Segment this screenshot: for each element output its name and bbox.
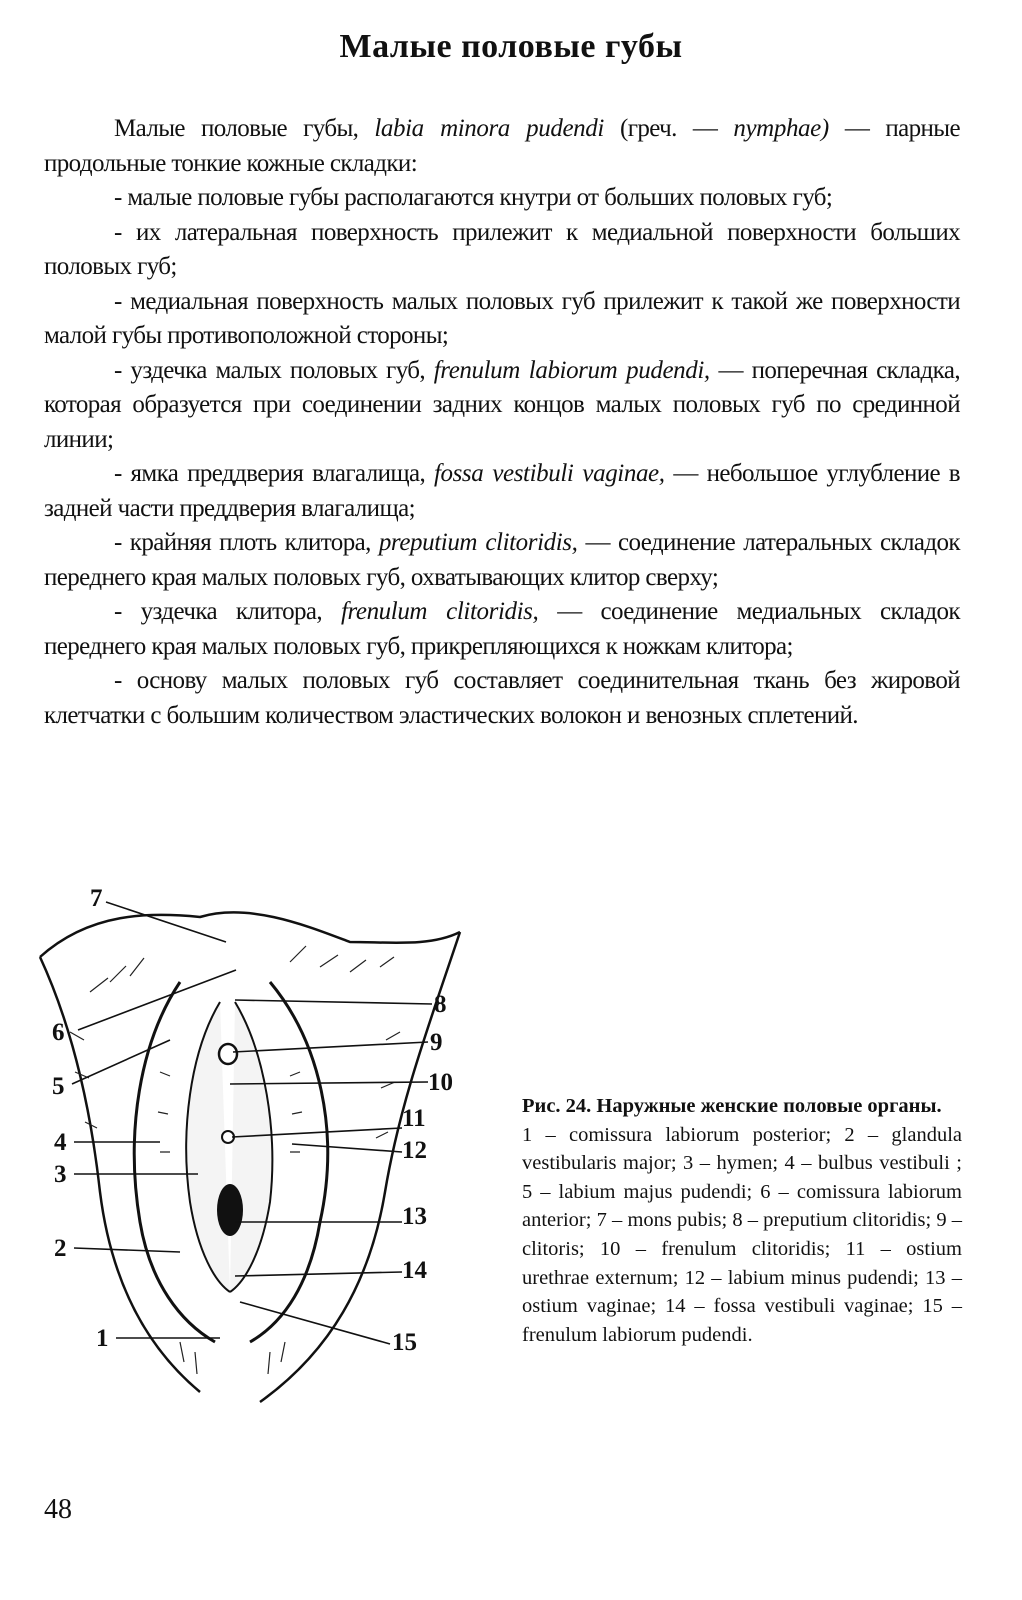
label-14: 14 [402,1257,427,1284]
paragraph-text: - уздечка малых половых губ, [114,356,434,384]
label-12: 12 [402,1137,427,1164]
body-paragraph [44,112,960,181]
page-number: 48 [44,1494,72,1525]
paragraph-text: — парные продольные тонкие кожные складки: [44,115,960,177]
label-10: 10 [428,1069,453,1096]
paragraph-text: (греч. — [603,115,734,142]
caption-heading: Рис. 24. Наружные женские половые органы. [522,1095,942,1117]
body-paragraph [44,457,960,526]
page-title: Малые половые губы [339,28,683,65]
body-text [44,112,960,733]
paragraph-text: — небольшое углубление в задней части преддверия влагалища; [44,460,960,522]
labium-minus-right [230,1002,272,1292]
label-4: 4 [54,1129,67,1156]
paragraph-text: - крайняя плоть клитора, [114,529,379,556]
body-paragraph [44,285,960,354]
body-paragraph [44,664,960,733]
paragraph-text: - их латеральная поверхность прилежит к медиальной поверхности больших половых губ; [44,218,960,280]
anatomy-figure [30,872,480,1432]
body-paragraph [44,526,960,595]
latin-term: preputium clitoridis, [378,529,578,556]
latin-term: nymphae) [733,115,829,142]
paragraph-text: - малые половые губы располагаются кнутри от больших половых губ; [114,184,833,211]
paragraph-text: - уздечка клитора, [114,598,341,625]
label-11: 11 [402,1105,426,1132]
latin-term: labia minora pudendi [374,115,604,142]
label-7: 7 [90,885,103,912]
latin-term: frenulum clitoridis, [340,598,539,625]
body-paragraph [44,354,960,458]
figure-caption [522,1092,962,1349]
latin-term: frenulum labiorum pudendi, [433,356,710,384]
body-paragraph [44,595,960,664]
paragraph-text: — поперечная складка, которая образуется при соединении задних концов малых половых губ по срединной линии; [44,356,960,453]
body-paragraph [44,216,960,285]
label-8: 8 [434,991,447,1018]
paragraph-text: - медиальная поверхность малых половых губ прилежит к такой же поверхности малой губы противоположной стороны; [44,287,960,349]
label-15: 15 [392,1329,417,1356]
label-5: 5 [52,1073,65,1100]
label-3: 3 [54,1161,67,1188]
mons-outline [40,912,460,957]
paragraph-text: - основу малых половых губ составляет соединительная ткань без жировой клетчатки с большим количеством эластических волокон и венозных сплетений. [44,667,960,729]
label-1: 1 [96,1325,109,1352]
paragraph-text: - ямка преддверия влагалища, [114,460,434,487]
label-13: 13 [402,1203,427,1230]
label-2: 2 [54,1235,67,1262]
body-paragraph [44,181,960,216]
latin-term: fossa vestibuli vaginae, [433,460,665,487]
clitoris-mark [219,1044,237,1064]
anatomy-illustration [30,872,480,1432]
vaginal-opening-mark [217,1184,243,1236]
paragraph-text: Малые половые губы, [114,115,375,142]
label-9: 9 [430,1029,443,1056]
label-6: 6 [52,1019,65,1046]
paragraph-text: — соединение латеральных складок переднего края малых половых губ, охватывающих клитор сверху; [44,529,960,591]
caption-text: 1 – comissura labiorum posterior; 2 – glandula vestibularis major; 3 – hymen; 4 – bulbus vestibuli ; 5 – labium majus pudendi; 6 – comissura labiorum anterior; 7 – mons pubis; 8 – preputium clitoridis; 9 – clitoris; 10 – frenulum clitoridis; 11 – ostium urethrae externum; 12 – labium minus pudendi; 13 – ostium vaginae; 14 – fossa vestibuli vaginae; 15 – frenulum labiorum pudendi. [522,1123,962,1346]
paragraph-text: — соединение медиальных складок переднего края малых половых губ, прикрепляющихся к ножкам клитора; [44,598,960,660]
